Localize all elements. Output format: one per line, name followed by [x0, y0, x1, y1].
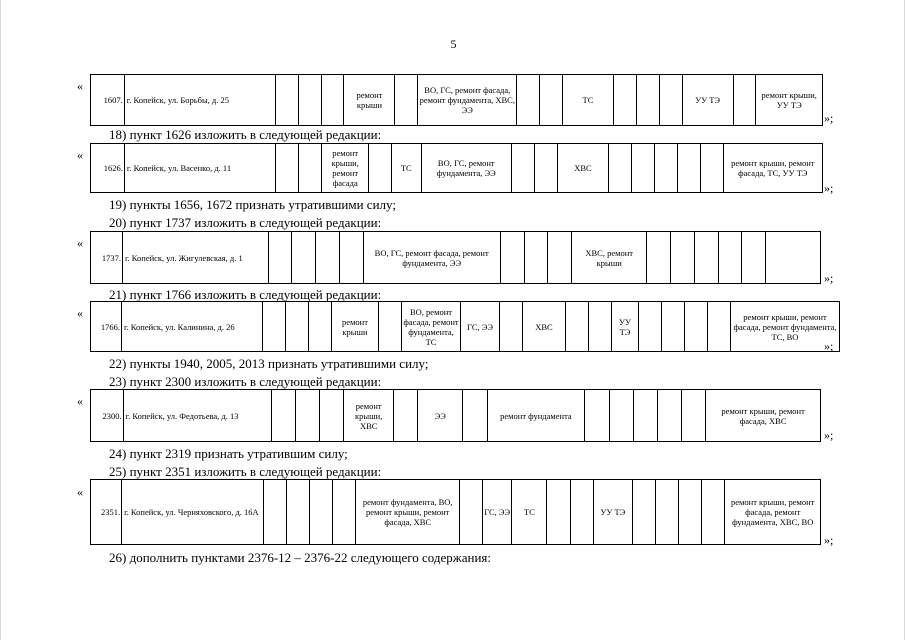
- paragraph-23: 23) пункт 2300 изложить в следующей редакции:: [109, 374, 382, 389]
- empty-cell: [310, 480, 333, 545]
- table-row-2300: [90, 389, 821, 442]
- empty-cell: [512, 144, 535, 193]
- work-cell: ГС, ЭЭ: [461, 302, 500, 352]
- empty-cell: [589, 302, 612, 352]
- empty-cell: [286, 302, 309, 352]
- empty-cell: [271, 390, 295, 442]
- work-cell: ремонт крыши, УУ ТЭ: [756, 75, 823, 126]
- work-cell: ремонт крыши: [344, 75, 395, 126]
- empty-cell: [671, 232, 695, 284]
- empty-cell: [263, 480, 286, 545]
- empty-cell: [320, 390, 344, 442]
- paragraph-19: 19) пункты 1656, 1672 признать утратившими силу;: [109, 197, 396, 212]
- quote-close: »;: [824, 271, 834, 285]
- empty-cell: [268, 232, 292, 284]
- table-row-1766: [90, 301, 840, 352]
- empty-cell: [339, 232, 363, 284]
- empty-cell: [379, 302, 402, 352]
- empty-cell: [614, 75, 637, 126]
- paragraph-25: 25) пункт 2351 изложить в следующей редакции:: [109, 464, 382, 479]
- empty-cell: [570, 480, 593, 545]
- work-cell: УУ ТЭ: [593, 480, 632, 545]
- work-cell: ЭЭ: [418, 390, 463, 442]
- paragraph-18: 18) пункт 1626 изложить в следующей редакции:: [109, 127, 382, 142]
- row-number: 1626.: [91, 144, 125, 193]
- table-row-1737: [90, 231, 821, 284]
- row-address: г. Копейск, ул. Федотьева, д. 13: [123, 390, 271, 442]
- empty-cell: [656, 480, 679, 545]
- empty-cell: [548, 232, 572, 284]
- empty-cell: [296, 390, 320, 442]
- empty-cell: [682, 390, 706, 442]
- work-cell: УУ ТЭ: [612, 302, 639, 352]
- empty-cell: [500, 302, 523, 352]
- empty-cell: [685, 302, 708, 352]
- quote-close: »;: [824, 111, 834, 125]
- page-number: 5: [450, 37, 457, 51]
- work-cell: ВО, ГС, ремонт фасада, ремонт фундамента, ЭЭ: [363, 232, 500, 284]
- empty-cell: [524, 232, 548, 284]
- empty-cell: [275, 75, 298, 126]
- table-row-1626: [90, 143, 823, 193]
- row-address: г. Копейск, ул. Жигулевская, д. 1: [123, 232, 269, 284]
- row-number: 2351.: [91, 480, 122, 545]
- row-address: г. Копейск, ул. Черняховского, д. 16А: [122, 480, 264, 545]
- row-number: 1737.: [91, 232, 123, 284]
- work-cell: ВО, ГС, ремонт фундамента, ЭЭ: [421, 144, 512, 193]
- empty-cell: [299, 144, 322, 193]
- work-cell: ХВС: [557, 144, 608, 193]
- work-cell: ТС: [392, 144, 421, 193]
- work-cell: ремонт фундамента, ВО, ремонт крыши, ремонт фасада, ХВС: [356, 480, 460, 545]
- work-cell: ХВС: [523, 302, 566, 352]
- paragraph-22: 22) пункты 1940, 2005, 2013 признать утратившими силу;: [109, 356, 429, 371]
- empty-cell: [633, 390, 657, 442]
- quote-open: «: [77, 485, 83, 499]
- empty-cell: [677, 144, 700, 193]
- empty-cell: [534, 144, 557, 193]
- row-address: г. Копейск, ул. Калинина, д. 26: [122, 302, 263, 352]
- empty-cell: [500, 232, 524, 284]
- work-cell: ремонт фундамента: [487, 390, 585, 442]
- quote-open: «: [77, 236, 83, 250]
- empty-cell: [708, 302, 731, 352]
- empty-cell: [632, 144, 655, 193]
- work-cell: ВО, ГС, ремонт фасада, ремонт фундамента, ХВС, ЭЭ: [418, 75, 517, 126]
- quote-open: «: [77, 306, 83, 320]
- empty-cell: [316, 232, 340, 284]
- quote-close: »;: [824, 339, 834, 353]
- empty-cell: [459, 480, 482, 545]
- work-cell: ремонт крыши, ремонт фасада, ремонт фундамента, ТС, ВО: [731, 302, 840, 352]
- paragraph-24: 24) пункт 2319 признать утратившим силу;: [109, 446, 348, 461]
- empty-cell: [540, 75, 563, 126]
- work-cell: ТС: [562, 75, 613, 126]
- work-cell: ГС, ЭЭ: [483, 480, 512, 545]
- empty-cell: [547, 480, 570, 545]
- empty-cell: [321, 75, 344, 126]
- paragraph-21: 21) пункт 1766 изложить в следующей редакции:: [109, 287, 382, 302]
- table-row-1607: [90, 74, 823, 126]
- empty-cell: [742, 232, 766, 284]
- table-row-2351: [90, 479, 821, 545]
- empty-cell: [647, 232, 671, 284]
- empty-cell: [636, 75, 659, 126]
- empty-cell: [679, 480, 702, 545]
- row-address: г. Копейск, ул. Борьбы, д. 25: [124, 75, 275, 126]
- empty-cell: [263, 302, 286, 352]
- row-address: г. Копейск, ул. Васенко, д. 11: [124, 144, 276, 193]
- quote-open: «: [77, 79, 83, 93]
- work-cell: ремонт крыши, ремонт фасада, ремонт фундамента, ХВС, ВО: [725, 480, 821, 545]
- empty-cell: [393, 390, 417, 442]
- empty-cell: [609, 144, 632, 193]
- empty-cell: [395, 75, 418, 126]
- work-cell: ХВС, ремонт крыши: [572, 232, 647, 284]
- work-cell: ТС: [512, 480, 547, 545]
- empty-cell: [718, 232, 742, 284]
- empty-cell: [654, 144, 677, 193]
- work-cell: УУ ТЭ: [682, 75, 733, 126]
- empty-cell: [694, 232, 718, 284]
- empty-cell: [292, 232, 316, 284]
- work-cell: ремонт крыши, ХВС: [344, 390, 393, 442]
- empty-cell: [566, 302, 589, 352]
- empty-cell: [657, 390, 681, 442]
- empty-cell: [276, 144, 299, 193]
- empty-cell: [585, 390, 609, 442]
- work-cell: ремонт крыши: [332, 302, 379, 352]
- quote-close: »;: [824, 181, 834, 195]
- work-cell: ремонт крыши, ремонт фасада, ТС, УУ ТЭ: [723, 144, 822, 193]
- row-number: 2300.: [91, 390, 124, 442]
- quote-open: «: [77, 148, 83, 162]
- empty-cell: [463, 390, 487, 442]
- empty-cell: [309, 302, 332, 352]
- quote-close: »;: [824, 428, 834, 442]
- empty-cell: [517, 75, 540, 126]
- empty-cell: [632, 480, 655, 545]
- empty-cell: [333, 480, 356, 545]
- empty-cell: [700, 144, 723, 193]
- empty-cell: [639, 302, 662, 352]
- row-number: 1607.: [91, 75, 125, 126]
- empty-cell: [369, 144, 392, 193]
- work-cell: ремонт крыши, ремонт фасада: [322, 144, 369, 193]
- empty-cell: [662, 302, 685, 352]
- quote-open: «: [77, 394, 83, 408]
- row-number: 1766.: [91, 302, 122, 352]
- empty-cell: [702, 480, 725, 545]
- work-cell: ВО, ремонт фасада, ремонт фундамента, ТС: [402, 302, 461, 352]
- paragraph-20: 20) пункт 1737 изложить в следующей редакции:: [109, 215, 382, 230]
- quote-close: »;: [824, 533, 834, 547]
- empty-cell: [298, 75, 321, 126]
- work-cell: ремонт крыши, ремонт фасада, ХВС: [706, 390, 821, 442]
- empty-cell: [766, 232, 821, 284]
- empty-cell: [287, 480, 310, 545]
- paragraph-26: 26) дополнить пунктами 2376-12 – 2376-22 следующего содержания:: [109, 550, 492, 565]
- empty-cell: [659, 75, 682, 126]
- empty-cell: [609, 390, 633, 442]
- empty-cell: [733, 75, 756, 126]
